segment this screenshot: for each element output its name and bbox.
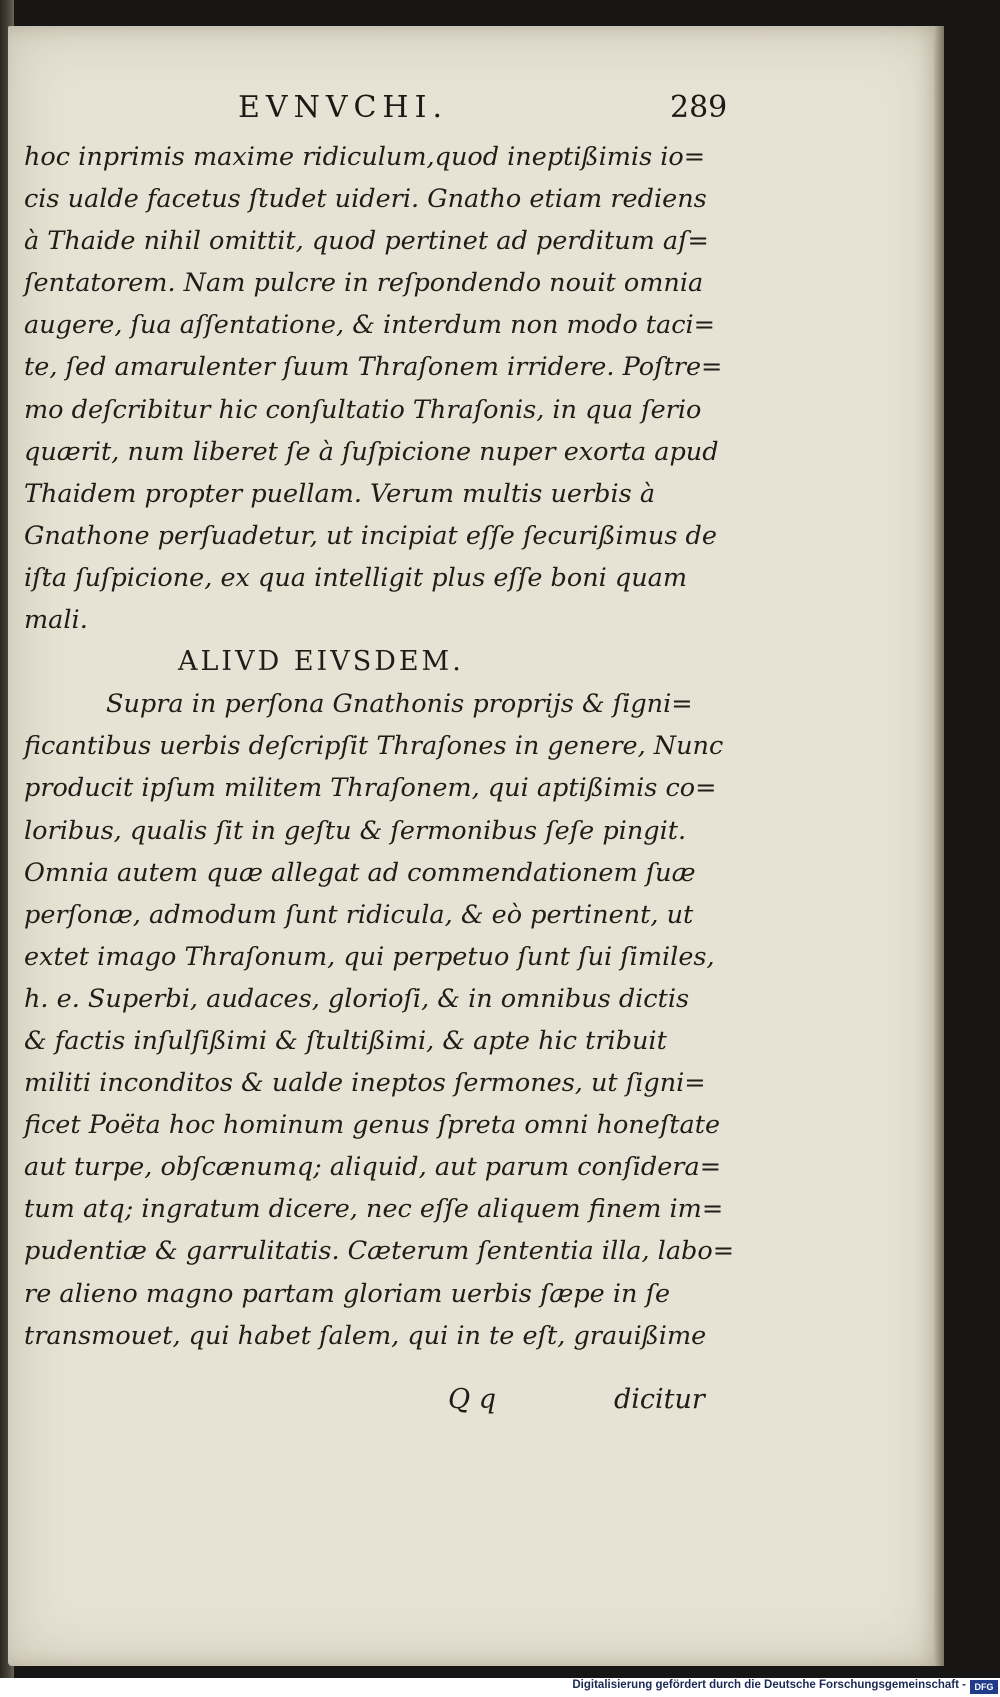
running-head: EVNVCHI.: [238, 90, 448, 125]
page-header: [0, 90, 1000, 130]
text-line: h. e. Superbi, audaces, glorioſi, & in omnibus dictis: [24, 983, 690, 1014]
dfg-logo: DFG: [970, 1680, 998, 1694]
text-line: quærit, num liberet ſe à ſuſpicione nuper exorta apud: [24, 436, 719, 467]
text-line: aut turpe, obſcænumq; aliquid, aut parum conſidera=: [24, 1152, 722, 1183]
main-text: [24, 136, 735, 1357]
page-foot: [0, 1384, 1000, 1424]
funding-credit: Digitalisierung gefördert durch die Deutsche Forschungsgemeinschaft -: [572, 1679, 966, 1691]
section-heading: ALIVD EIVSDEM.: [178, 646, 464, 678]
text-line: mo deſcribitur hic conſultatio Thraſonis, in qua ſerio: [24, 394, 702, 425]
text-line: mali.: [24, 605, 88, 636]
text-line: producit ipſum militem Thraſonem, qui aptißimis co=: [24, 773, 717, 804]
text-line: augere, ſua aſſentatione, & interdum non modo taci=: [24, 310, 716, 341]
text-line: iſta ſuſpicione, ex qua intelligit plus eſſe boni quam: [24, 562, 688, 593]
text-line: pudentiæ & garrulitatis. Cæterum ſententia illa, labo=: [24, 1236, 735, 1267]
text-line: re alieno magno partam gloriam uerbis ſæpe in ſe: [24, 1278, 671, 1309]
catchword: dicitur: [614, 1384, 705, 1415]
signature-mark: Q q: [448, 1384, 497, 1415]
text-line: ficet Poëta hoc hominum genus ſpreta omni honeſtate: [24, 1110, 721, 1141]
text-line: tum atq; ingratum dicere, nec eſſe aliquem finem im=: [24, 1194, 724, 1225]
text-line: loribus, qualis ſit in geſtu & ſermonibus ſeſe pingit.: [24, 815, 687, 846]
text-line: perſonæ, admodum ſunt ridicula, & eò pertinent, ut: [24, 899, 694, 930]
text-line: Thaidem propter puellam. Verum multis uerbis à: [24, 478, 656, 509]
text-line: Gnathone perſuadetur, ut incipiat eſſe ſecurißimus de: [24, 520, 717, 551]
text-line: Omnia autem quæ allegat ad commendationem ſuæ: [24, 857, 696, 888]
text-line: ficantibus uerbis deſcripſit Thraſones in genere, Nunc: [24, 731, 724, 762]
page-number: 289: [670, 90, 728, 125]
text-line: te, ſed amarulenter ſuum Thraſonem irridere. Poſtre=: [24, 352, 723, 383]
text-line: & factis inſulſißimi & ſtultißimi, & apte hic tribuit: [24, 1025, 667, 1056]
digitization-footer: [0, 1678, 1000, 1697]
text-line: à Thaide nihil omittit, quod pertinet ad perditum aſ=: [24, 226, 709, 257]
text-line: militi inconditos & ualde ineptos ſermones, ut ſigni=: [24, 1068, 706, 1099]
text-line: hoc inprimis maxime ridiculum,quod ineptißimis io=: [24, 142, 706, 172]
text-line: transmouet, qui habet ſalem, qui in te eſt, grauißime: [24, 1320, 707, 1351]
text-line: extet imago Thraſonum, qui perpetuo ſunt ſui ſimiles,: [24, 941, 715, 972]
text-line: Supra in perſona Gnathonis proprijs & ſigni=: [106, 689, 693, 720]
text-line: ſentatorem. Nam pulcre in reſpondendo nouit omnia: [24, 268, 704, 299]
text-line: cis ualde facetus ſtudet uideri. Gnatho etiam rediens: [24, 184, 707, 215]
